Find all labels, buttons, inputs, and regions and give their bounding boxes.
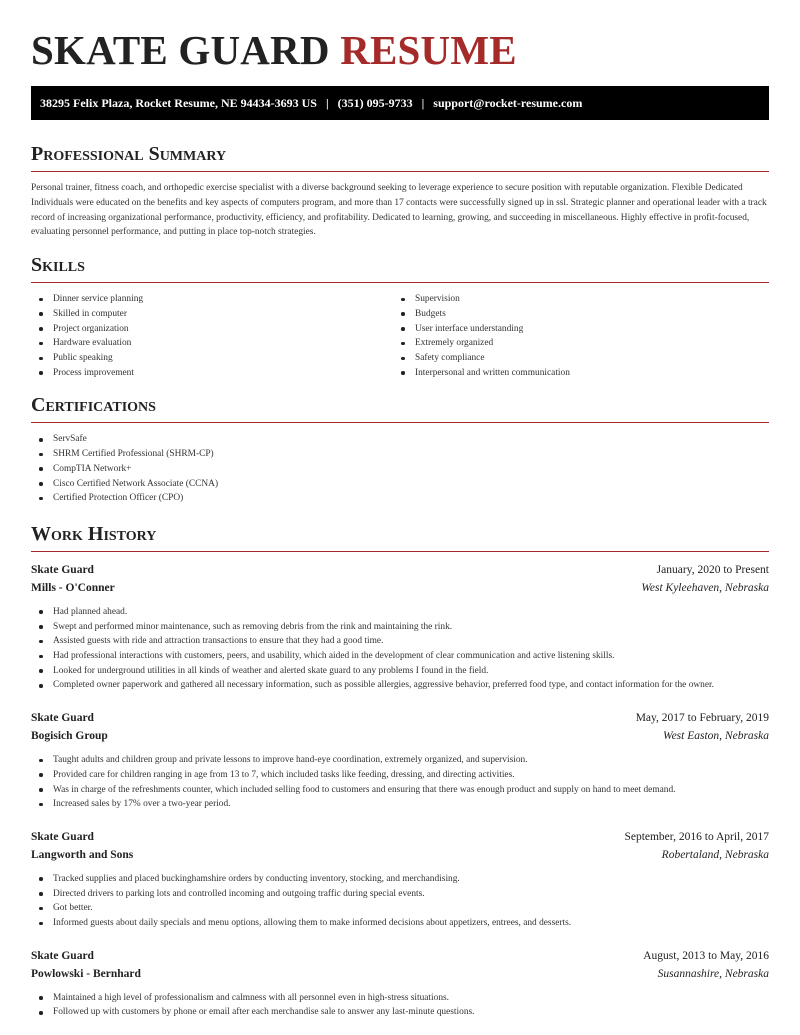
summary-text: Personal trainer, fitness coach, and orthopedic exercise specialist with a diverse background seeking to leverage experience to secure position with reputable organization. Flexible Dedicated Individuals were educated on the benefits and key aspects of computers program, and more than 17 contacts were successfully signed up in ssl. Strategic planner and operational leader with a track record of increasing organizational performance, productivity, efficiency, and profitability. Dedicated to learning, growing, and succeeding in miscellaneous. Highly effective in profit-focused, evaluating personnel performance, and putting in place top-notch strategies. — [31, 183, 767, 238]
job-title: Skate Guard — [31, 563, 94, 576]
contact-separator: | — [325, 95, 329, 110]
job-header-row — [31, 828, 769, 846]
job-duty-item: Maintained a high level of professionalism and calmness with all personnel even in high-stress situations. — [31, 991, 769, 1006]
job-location: West Kyleehaven, Nebraska — [641, 581, 769, 594]
skill-item: Hardware evaluation — [31, 336, 393, 351]
job-duty-item: Assisted guests with ride and attraction transactions to ensure that they had a good time. — [31, 634, 769, 649]
summary-section — [31, 143, 769, 240]
certifications-list — [31, 432, 769, 506]
job-dates: January, 2020 to Present — [656, 563, 769, 576]
job-dates: September, 2016 to April, 2017 — [624, 830, 769, 843]
job-entry — [31, 828, 769, 931]
job-dates: August, 2013 to May, 2016 — [643, 949, 769, 962]
certification-item: SHRM Certified Professional (SHRM-CP) — [31, 447, 769, 462]
skill-item: Budgets — [393, 307, 755, 322]
skill-item: Skilled in computer — [31, 307, 393, 322]
job-duty-item: Directed drivers to parking lots and controlled incoming and outgoing traffic during special events. — [31, 887, 769, 902]
job-title: Skate Guard — [31, 830, 94, 843]
job-company: Bogisich Group — [31, 730, 108, 743]
resume-title — [31, 0, 769, 86]
skill-item: Public speaking — [31, 351, 393, 366]
section-title-work-history: Work History — [31, 523, 769, 552]
job-duty-item: Informed guests about daily specials and menu options, allowing them to make informed decisions about appetizers, entrees, and desserts. — [31, 916, 769, 931]
job-duty-item: Had planned ahead. — [31, 605, 769, 620]
job-duty-item: Taught adults and children group and private lessons to improve hand-eye coordination, extremely organized, and supervision. — [31, 753, 769, 768]
skill-item: User interface understanding — [393, 322, 755, 337]
skills-columns — [31, 292, 769, 380]
contact-bar — [31, 86, 769, 120]
skill-item: Safety compliance — [393, 351, 755, 366]
job-location: Susannashire, Nebraska — [657, 967, 769, 980]
job-duty-item: Increased sales by 17% over a two-year period. — [31, 797, 769, 812]
skills-right-list — [393, 292, 755, 380]
section-title-skills: Skills — [31, 254, 769, 283]
skill-item: Dinner service planning — [31, 292, 393, 307]
contact-phone[interactable]: (351) 095-9733 — [337, 95, 413, 110]
title-name: SKATE GUARD — [31, 27, 330, 73]
job-duty-item: Was in charge of the refreshments counter, which included selling food to customers and ensuring that there was enough product and supply on hand to meet demand. — [31, 783, 769, 798]
job-duties-list — [31, 753, 769, 812]
job-header-row — [31, 947, 769, 965]
job-title: Skate Guard — [31, 949, 94, 962]
job-company-row — [31, 579, 769, 597]
skill-item: Supervision — [393, 292, 755, 307]
job-location: West Easton, Nebraska — [663, 730, 769, 743]
job-duty-item: Followed up with customers by phone or email after each merchandise sale to answer any last-minute questions. — [31, 1005, 769, 1020]
skill-item: Interpersonal and written communication — [393, 366, 755, 381]
skill-item: Process improvement — [31, 366, 393, 381]
job-duty-item: Completed owner paperwork and gathered all necessary information, such as possible allergies, aggressive behavior, preferred food type, and contact information for the owner. — [31, 678, 769, 693]
job-title: Skate Guard — [31, 712, 94, 725]
section-title-certifications: Certifications — [31, 394, 769, 423]
job-duties-list — [31, 605, 769, 693]
skill-item: Project organization — [31, 322, 393, 337]
job-entry — [31, 709, 769, 812]
job-location: Robertaland, Nebraska — [661, 848, 769, 861]
certification-item: Cisco Certified Network Associate (CCNA) — [31, 477, 769, 492]
certifications-section — [31, 394, 769, 506]
skills-section — [31, 254, 769, 380]
job-dates: May, 2017 to February, 2019 — [635, 712, 769, 725]
job-header-row — [31, 709, 769, 727]
job-duty-item: Had professional interactions with customers, peers, and usability, which aided in the development of clear communication and active listening skills. — [31, 649, 769, 664]
skills-left-list — [31, 292, 393, 380]
job-company: Powlowski - Bernhard — [31, 967, 141, 980]
section-title-summary: Professional Summary — [31, 143, 769, 172]
certification-item: Certified Protection Officer (CPO) — [31, 491, 769, 506]
skill-item: Extremely organized — [393, 336, 755, 351]
job-company: Langworth and Sons — [31, 848, 134, 861]
certification-item: ServSafe — [31, 432, 769, 447]
job-company-row — [31, 846, 769, 864]
job-entry — [31, 561, 769, 693]
contact-separator: | — [421, 95, 425, 110]
job-duty-item: Tracked supplies and placed buckinghamshire orders by conducting inventory, stocking, and merchandising. — [31, 872, 769, 887]
job-header-row — [31, 561, 769, 579]
job-duties-list — [31, 991, 769, 1020]
work-history-section — [31, 523, 769, 1020]
job-entry — [31, 947, 769, 1020]
job-company: Mills - O'Conner — [31, 581, 115, 594]
job-company-row — [31, 727, 769, 745]
job-duty-item: Swept and performed minor maintenance, such as removing debris from the rink and maintaining the rink. — [31, 620, 769, 635]
job-duty-item: Looked for underground utilities in all kinds of weather and alerted skate guard to any problems I found in the field. — [31, 664, 769, 679]
title-resume: RESUME — [340, 27, 517, 73]
job-duties-list — [31, 872, 769, 931]
contact-address: 38295 Felix Plaza, Rocket Resume, NE 94434-3693 US — [40, 95, 317, 110]
job-company-row — [31, 965, 769, 983]
certification-item: CompTIA Network+ — [31, 462, 769, 477]
job-duty-item: Provided care for children ranging in age from 13 to 7, which included tasks like feeding, dressing, and directing activities. — [31, 768, 769, 783]
job-duty-item: Got better. — [31, 901, 769, 916]
contact-email[interactable]: support@rocket-resume.com — [433, 95, 583, 110]
